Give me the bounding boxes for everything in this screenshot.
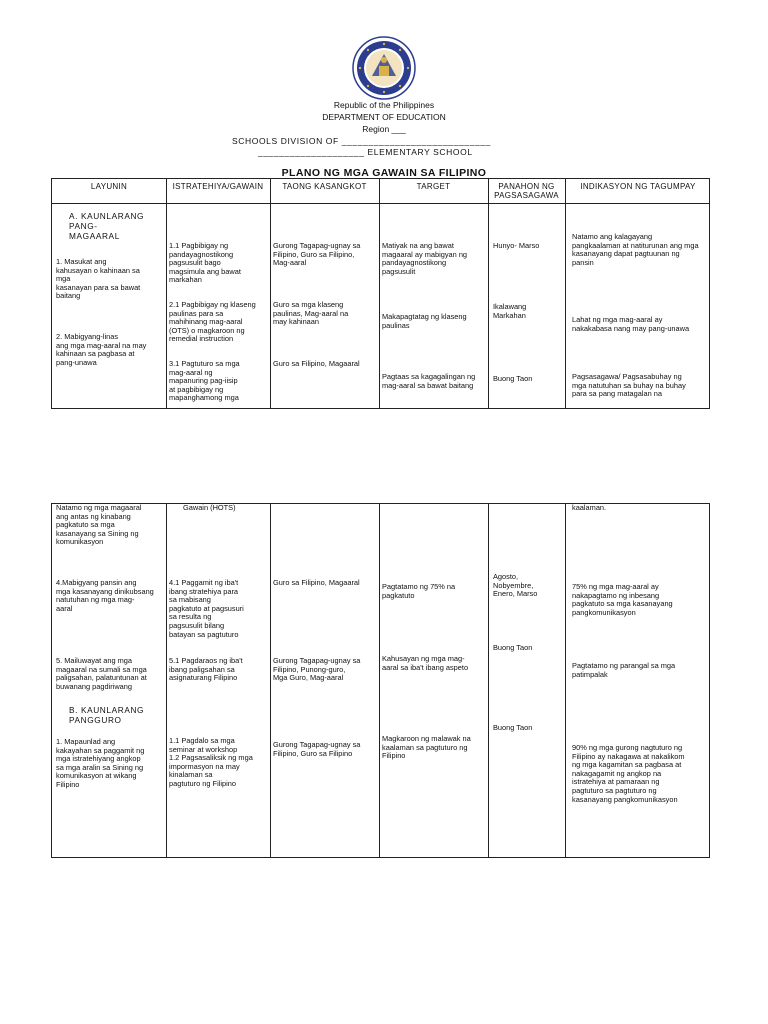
layunin-5: 5. Mailuwayat ang mga magaaral na sumali sa mga paligsahan, palatuntunan at buwanang pagdiriwang xyxy=(56,656,147,691)
section-b-heading: B. KAUNLARANG PANGGURO xyxy=(69,705,145,725)
column-header-istratehiya: ISTRATEHIYA/GAWAIN xyxy=(172,182,264,191)
indikasyon-5: Pagtatamo ng parangal sa mga patimpalak xyxy=(572,661,676,679)
header-republic: Republic of the Philippines xyxy=(333,100,435,110)
section-a-heading: A. KAUNLARANG PANG- MAGAARAL xyxy=(69,211,145,241)
taong-kasangkot-b: Gurong Tagapag-ugnay sa Filipino, Guro sa Filipino xyxy=(273,740,361,758)
panahon-2: Ikalawang Markahan xyxy=(493,302,527,320)
header-region: Region ___ xyxy=(362,124,406,134)
panahon-4: Agosto, Nobyembre, Enero, Marso xyxy=(493,572,538,599)
target-b: Magkaroon ng malawak na kaalaman sa pagtuturo ng Filipino xyxy=(382,734,471,761)
column-header-taong-kasangkot: TAONG KASANGKOT xyxy=(282,182,367,191)
istratehiya-b-1: 1.1 Pagdalo sa mga seminar at workshop 1.2 Pagsasaliksik ng mga impormasyon na may kinalaman sa pagtuturo ng Filipino xyxy=(169,736,253,788)
panahon-3: Buong Taon xyxy=(493,374,533,383)
istratehiya-2-1: 2.1 Pagbibigay ng klaseng paulinas para sa mahihinang mag-aaral (OTS) o magkaroon ng remedial instruction xyxy=(169,300,256,344)
target-3: Pagtaas sa kagagalingan ng mag-aaral sa bawat baitang xyxy=(382,372,476,390)
indikasyon-b: 90% ng mga gurong nagtuturo ng Filipino ay nakagawa at nakalikom ng mga kagamitan sa pagbasa at nakagagamit ng angkop na istratehiya at pamaraan ng pagtuturo sa pagtuturo ng kasanayang pangkomunikasyon xyxy=(572,743,685,804)
indikasyon-3: Pagsasagawa/ Pagsasabuhay ng mga natutuhan sa buhay na buhay para sa pang matagalan na xyxy=(572,372,686,399)
istratehiya-3-1: 3.1 Pagtuturo sa mga mag-aaral ng mapanuring pag-iisip at pagbibigay ng mapanghamong mga xyxy=(169,359,240,403)
header-elementary-school: ____________________ ELEMENTARY SCHOOL xyxy=(258,147,473,157)
panahon-1: Hunyo- Marso xyxy=(493,241,540,250)
indikasyon-4: 75% ng mga mag-aaral ay nakapagtamo ng inbesang pagkatuto sa mga kasanayang pangkomunikasyon xyxy=(572,582,673,617)
indikasyon-2: Lahat ng mga mag-aaral ay nakakabasa nang may pang-unawa xyxy=(572,315,690,333)
taong-kasangkot-1: Gurong Tagapag-ugnay sa Filipino, Guro sa Filipino, Mag-aaral xyxy=(273,241,361,268)
taong-kasangkot-2: Guro sa mga klaseng paulinas, Mag-aaral na may kahinaan xyxy=(273,300,349,327)
deped-seal-icon xyxy=(352,36,416,100)
target-4: Pagtatamo ng 75% na pagkatuto xyxy=(382,582,456,600)
column-header-panahon: PANAHON NG PAGSASAGAWA xyxy=(494,182,559,200)
istratehiya-5-1: 5.1 Pagdaraos ng iba't ibang paligsahan sa asignaturang Filipino xyxy=(169,656,243,683)
taong-kasangkot-4: Guro sa Filipino, Magaaral xyxy=(273,578,360,587)
istratehiya-4-1: 4.1 Paggamit ng iba't ibang stratehiya para sa mabisang pagkatuto at pagsusuri sa resulta ng pagsusulit bilang batayan sa pagtuturo xyxy=(169,578,244,639)
istratehiya-hots: Gawain (HOTS) xyxy=(183,503,236,512)
layunin-1: 1. Masukat ang kahusayan o kahinaan sa mga kasanayan para sa bawat baitang xyxy=(56,257,141,301)
target-1: Matiyak na ang bawat magaaral ay mabigyan ng pandayagnostikong pagsusulit xyxy=(382,241,468,276)
target-5: Kahusayan ng mga mag- aaral sa iba't ibang aspeto xyxy=(382,654,469,672)
indikasyon-1: Natamo ang kalagayang pangkaalaman at natiturunan ang mga kasanayang dapat pagtuunan ng pansin xyxy=(572,232,699,267)
istratehiya-1-1: 1.1 Pagbibigay ng pandayagnostikong pagsusulit bago magsimula ang bawat markahan xyxy=(169,241,241,285)
taong-kasangkot-5: Gurong Tagapag-ugnay sa Filipino, Punong-guro, Mga Guro, Mag-aaral xyxy=(273,656,361,683)
layunin-b-1: 1. Mapaunlad ang kakayahan sa paggamit ng mga istratehiyang angkop sa mga aralin sa Sining ng komunikasyon at wikang Filipino xyxy=(56,737,145,789)
column-header-target: TARGET xyxy=(416,182,451,191)
page-title: PLANO NG MGA GAWAIN SA FILIPINO xyxy=(281,167,487,179)
header-department: DEPARTMENT OF EDUCATION xyxy=(322,112,446,122)
column-header-indikasyon: INDIKASYON NG TAGUMPAY xyxy=(580,182,696,191)
target-2: Makapagtatag ng klaseng paulinas xyxy=(382,312,467,330)
column-header-layunin: LAYUNIN xyxy=(90,182,128,191)
panahon-5: Buong Taon xyxy=(493,643,533,652)
taong-kasangkot-3: Guro sa Filipino, Magaaral xyxy=(273,359,360,368)
layunin-4: 4.Mabigyang pansin ang mga kasanayang dinikubsang natutuhan ng mga mag- aaral xyxy=(56,578,154,613)
plan-table-page-1 xyxy=(51,178,710,409)
layunin-2: 2. Mabigyang-linas ang mga mag-aaral na may kahinaan sa pagbasa at pang-unawa xyxy=(56,332,147,367)
header-schools-division: SCHOOLS DIVISION OF ____________________________ xyxy=(232,136,491,146)
panahon-b: Buong Taon xyxy=(493,723,533,732)
layunin-natamo: Natamo ng mga magaaral ang antas ng kinabang pagkatuto sa mga kasanayang sa Sining ng komunikasyon xyxy=(56,503,142,547)
indikasyon-kaalaman: kaalaman. xyxy=(572,503,607,512)
plan-table-page-2 xyxy=(51,503,710,858)
